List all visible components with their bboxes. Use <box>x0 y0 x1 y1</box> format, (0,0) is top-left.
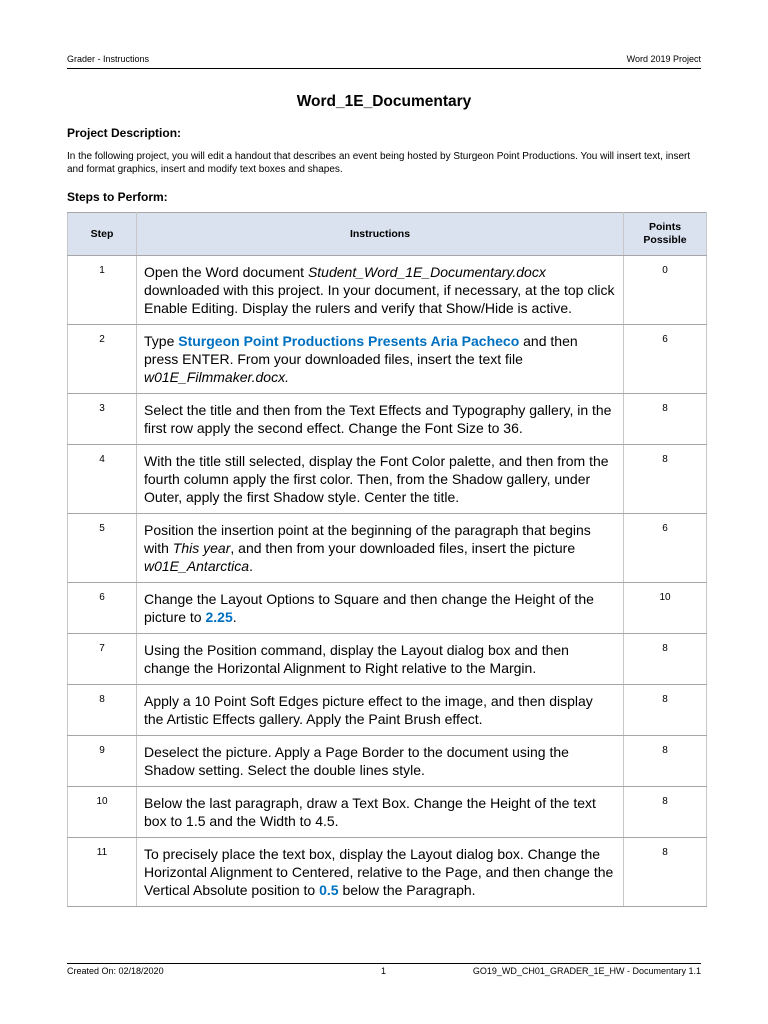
instruction-text: . <box>232 609 237 625</box>
instruction-text: 2.25 <box>205 609 233 625</box>
step-number: 8 <box>68 685 137 736</box>
project-description-heading: Project Description: <box>67 126 182 140</box>
instruction-text: Select the title and then from the Text Effects and Typography gallery, in the first row apply the second effect. Change the Font Size to 36. <box>144 402 612 436</box>
instruction-text: Type <box>144 333 179 349</box>
instruction-text: To precisely place the text box, display the Layout dialog box. Change the Horizontal Alignment to Centered, relative to the Page, and then change the Vertical Absolute position to <box>144 846 614 898</box>
instruction-text: w01E_Filmmaker.docx. <box>144 369 289 385</box>
step-instruction <box>137 634 624 685</box>
instructions-column-header: Instructions <box>137 213 624 256</box>
instruction-text: This year <box>172 540 231 556</box>
instruction-text: w01E_Antarctica <box>144 558 250 574</box>
instruction-text: With the title still selected, display the Font Color palette, and then from the fourth column apply the first color. Then, from the Shadow gallery, under Outer, apply the first Shadow style. Center the title. <box>144 453 609 505</box>
step-instruction <box>137 736 624 787</box>
table-row <box>68 394 707 445</box>
header-left: Grader - Instructions <box>67 54 150 64</box>
instruction-text: Using the Position command, display the Layout dialog box and then change the Horizontal Alignment to Right relative to the Margin. <box>144 642 569 676</box>
step-instruction <box>137 394 624 445</box>
step-points: 8 <box>624 394 707 445</box>
step-points: 6 <box>624 514 707 583</box>
step-number: 4 <box>68 445 137 514</box>
step-instruction <box>137 838 624 907</box>
instruction-text: and then press ENTER. From your downloaded files, insert the text file <box>144 333 578 367</box>
instruction-text: Change the Layout Options to Square and then change the Height of the picture to <box>144 591 594 625</box>
step-number: 6 <box>68 583 137 634</box>
table-row <box>68 514 707 583</box>
instruction-text: . <box>249 558 253 574</box>
instruction-text: Deselect the picture. Apply a Page Border to the document using the Shadow setting. Select the double lines style. <box>144 744 569 778</box>
table-header-row <box>68 213 707 256</box>
table-row <box>68 445 707 514</box>
step-column-header: Step <box>68 213 137 256</box>
instruction-text: Apply a 10 Point Soft Edges picture effect to the image, and then display the Artistic Effects gallery. Apply the Paint Brush effect. <box>144 693 593 727</box>
step-instruction <box>137 445 624 514</box>
step-points: 8 <box>624 634 707 685</box>
step-points: 10 <box>624 583 707 634</box>
step-points: 6 <box>624 325 707 394</box>
instruction-text: 0.5 <box>319 882 339 898</box>
step-number: 11 <box>68 838 137 907</box>
table-row <box>68 583 707 634</box>
step-number: 10 <box>68 787 137 838</box>
step-points: 8 <box>624 787 707 838</box>
table-row <box>68 685 707 736</box>
instruction-text: Student_Word_1E_Documentary.docx <box>307 264 546 280</box>
step-instruction <box>137 583 624 634</box>
table-row <box>68 325 707 394</box>
project-description-text: In the following project, you will edit a handout that describes an event being hosted by Sturgeon Point Productions. You will insert text, insert and format graphics, insert and modify text boxes and shapes. <box>67 151 691 175</box>
document-title: Word_1E_Documentary <box>296 93 472 110</box>
footer-page-number: 1 <box>381 966 387 976</box>
step-points: 8 <box>624 736 707 787</box>
step-number: 9 <box>68 736 137 787</box>
table-row <box>68 256 707 325</box>
points-header-line1: Points <box>648 221 682 233</box>
step-number: 1 <box>68 256 137 325</box>
instruction-text: Below the last paragraph, draw a Text Box. Change the Height of the text box to 1.5 and the Width to 4.5. <box>144 795 596 829</box>
footer-document-id: GO19_WD_CH01_GRADER_1E_HW - Documentary 1.1 <box>472 966 701 976</box>
step-number: 2 <box>68 325 137 394</box>
step-number: 3 <box>68 394 137 445</box>
header-right: Word 2019 Project <box>626 54 701 64</box>
step-points: 0 <box>624 256 707 325</box>
step-points: 8 <box>624 685 707 736</box>
step-number: 7 <box>68 634 137 685</box>
table-row <box>68 634 707 685</box>
table-row <box>68 787 707 838</box>
instruction-text: below the Paragraph. <box>338 882 476 898</box>
page-footer <box>67 963 701 978</box>
step-instruction <box>137 685 624 736</box>
instruction-text: Position the insertion point at the beginning of the paragraph that begins with <box>144 522 591 556</box>
instruction-text: downloaded with this project. In your document, if necessary, at the top click Enable Editing. Display the rulers and verify that Show/Hide is active. <box>144 282 615 316</box>
points-header-line2: Possible <box>643 234 687 246</box>
steps-heading: Steps to Perform: <box>67 190 168 204</box>
step-points: 8 <box>624 838 707 907</box>
table-row <box>68 838 707 907</box>
instruction-text: Open the Word document <box>144 264 308 280</box>
instruction-text: Sturgeon Point Productions Presents Aria Pacheco <box>178 333 520 349</box>
points-column-header <box>624 213 707 256</box>
step-instruction <box>137 787 624 838</box>
step-points: 8 <box>624 445 707 514</box>
step-instruction <box>137 514 624 583</box>
steps-table <box>67 212 707 907</box>
table-row <box>68 736 707 787</box>
table-body <box>68 256 707 907</box>
step-instruction <box>137 325 624 394</box>
step-number: 5 <box>68 514 137 583</box>
page-header <box>67 54 701 69</box>
step-instruction <box>137 256 624 325</box>
instruction-text: , and then from your downloaded files, insert the picture <box>230 540 576 556</box>
footer-created-date: Created On: 02/18/2020 <box>67 966 164 976</box>
